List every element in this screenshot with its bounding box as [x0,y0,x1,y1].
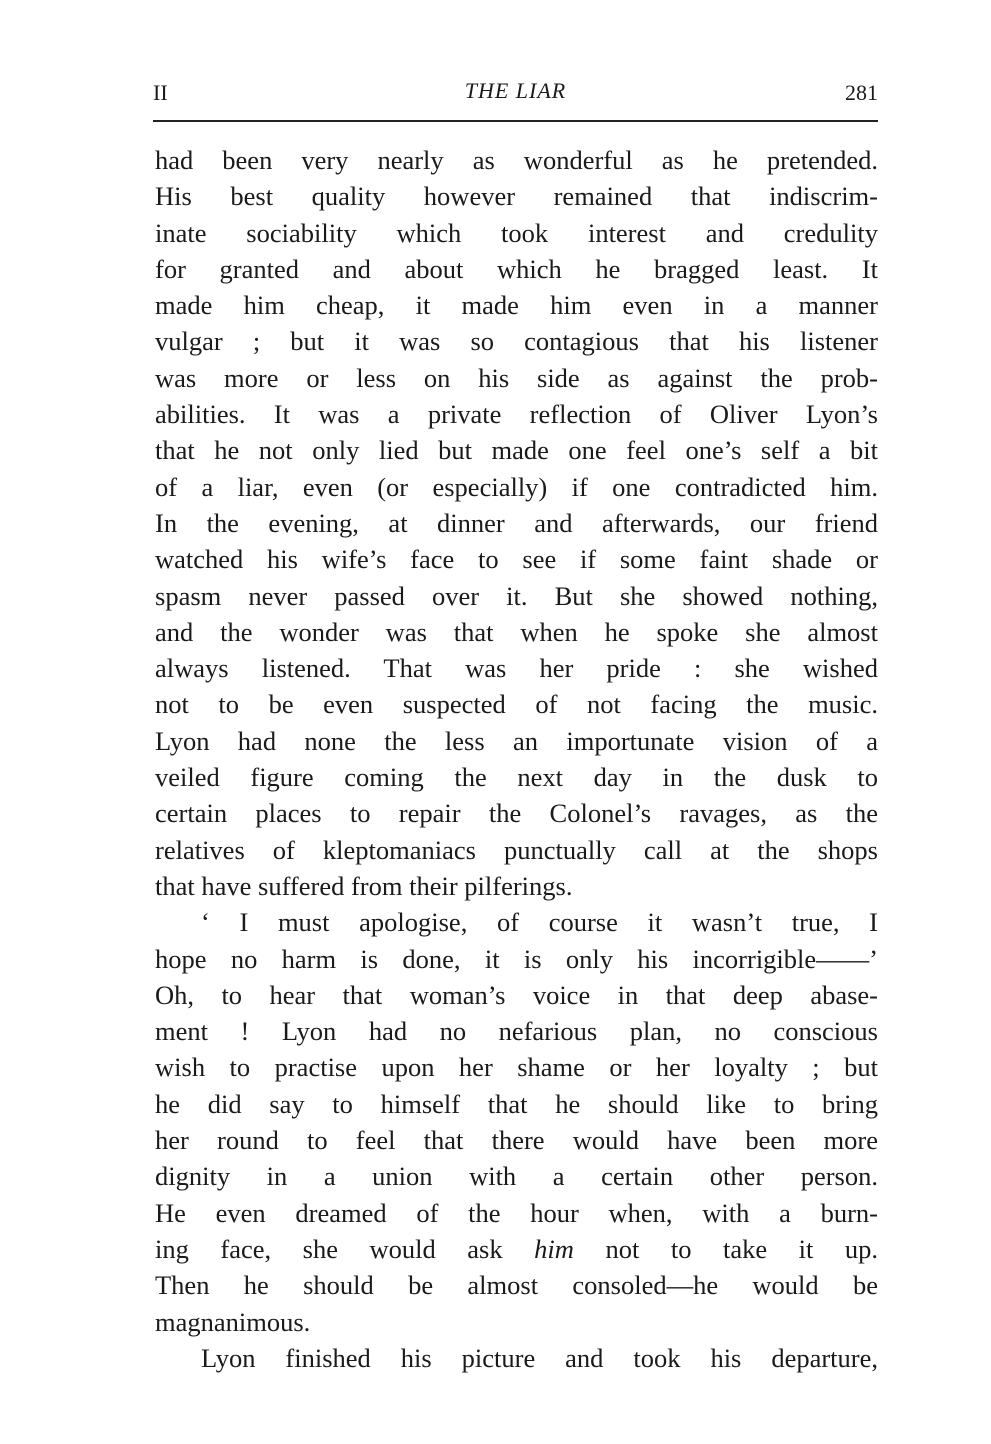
text-line: and the wonder was that when he spoke she almost [155,616,878,647]
text-line: had been very nearly as wonderful as he pretended. [155,145,878,175]
text-line: wish to practise upon her shame or her loyalty ; but [155,1052,878,1083]
text-line: not to be even suspected of not facing the music. [155,689,878,720]
text-line: In the evening, at dinner and afterwards, our friend [155,507,878,538]
chapter-number: II [153,80,168,105]
text-line: dignity in a union with a certain other person. [155,1161,878,1192]
text-line: Then he should be almost consoled—he would be [155,1270,878,1301]
running-title: THE LIAR [464,78,567,103]
text-line: certain places to repair the Colonel’s ravages, as the [155,798,878,829]
text-line: Oh, to hear that woman’s voice in that deep abase- [155,979,878,1010]
emphasis: him [534,1233,574,1264]
text-line: abilities. It was a private reflection of Oliver Lyon’s [155,399,878,430]
text-line: her round to feel that there would have been more [155,1125,878,1156]
text-line: watched his wife’s face to see if some faint shade or [155,544,878,575]
text-line [155,1231,878,1267]
text-line: His best quality however remained that indiscrim- [155,181,878,212]
text-line: Lyon had none the less an importunate vision of a [155,725,878,756]
text-line: made him cheap, it made him even in a manner [155,290,878,321]
text-line: He even dreamed of the hour when, with a burn- [155,1197,878,1228]
text-line: relatives of kleptomaniacs punctually call at the shops [155,834,878,865]
text-line: magnanimous. [155,1306,311,1337]
text-line: of a liar, even (or especially) if one contradicted him. [155,471,878,502]
text-line: ment ! Lyon had no nefarious plan, no conscious [155,1016,878,1047]
running-header [153,78,878,108]
text-line-part: not to take it up. [605,1233,879,1264]
text-line: Lyon finished his picture and took his departure, [201,1342,878,1373]
text-line: was more or less on his side as against the prob- [155,362,878,393]
text-line: hope no harm is done, it is only his incorrigible——’ [155,943,878,974]
page-number: 281 [845,80,878,105]
text-line: inate sociability which took interest and credulity [155,217,878,248]
header-rule [153,120,878,122]
text-line: for granted and about which he bragged least. It [155,253,878,284]
text-line-part: ing face, she would ask [155,1233,503,1264]
text-line: that have suffered from their pilferings. [155,870,573,901]
text-line: veiled figure coming the next day in the dusk to [155,762,878,793]
text-line: that he not only lied but made one feel one’s self a bit [155,435,878,466]
text-line: he did say to himself that he should like to bring [155,1088,878,1119]
text-line: vulgar ; but it was so contagious that his listener [155,326,878,357]
text-line: ‘ I must apologise, of course it wasn’t true, I [201,907,878,938]
text-line: always listened. That was her pride : she wished [155,653,878,684]
body-text [155,142,878,1376]
text-line: spasm never passed over it. But she showed nothing, [155,580,878,611]
